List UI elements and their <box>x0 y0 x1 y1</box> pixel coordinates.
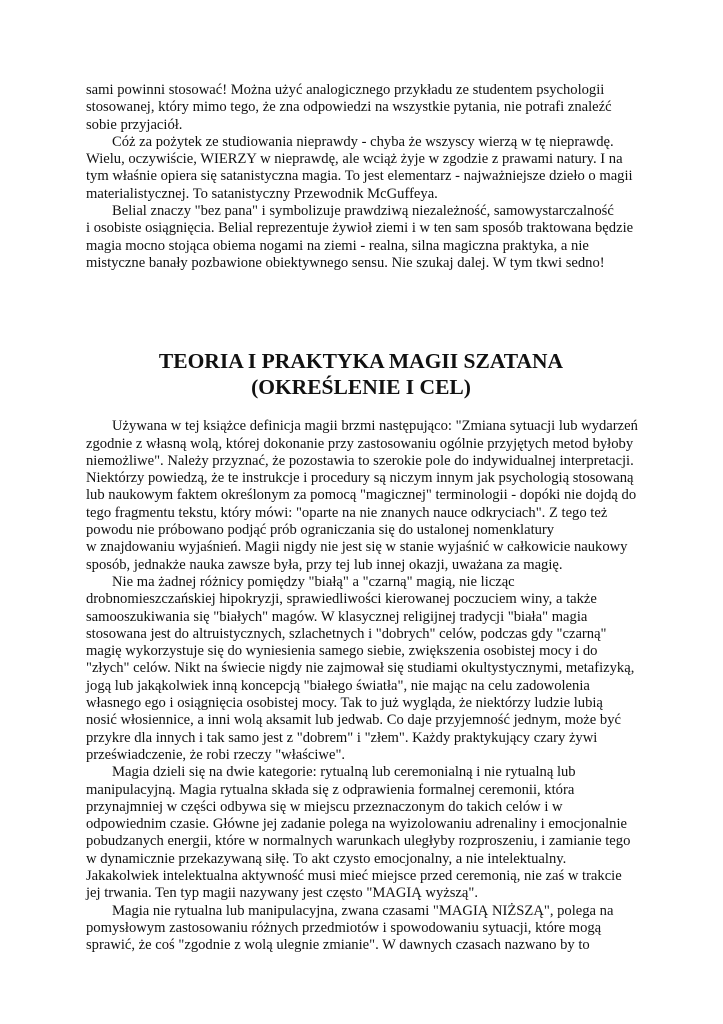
text-line: nosić włosiennice, a inni wolą aksamit lub jedwab. Co daje przyjemność jednym, może być <box>86 712 621 729</box>
intro-section <box>86 82 636 272</box>
text-line: sobie przyjaciół. <box>86 116 183 133</box>
text-line: i osobiste osiągnięcia. Belial reprezentuje żywioł ziemi i w ten sam sposób traktowana będzie <box>86 220 634 237</box>
text-line: drobnomieszczańskiej hipokryzji, sprawiedliwości kierowanej poczuciem winy, a także <box>86 591 597 608</box>
text-line: Jakakolwiek intelektualna aktywność musi mieć miejsce przed ceremonią, nie zaś w trakcie <box>86 867 622 884</box>
text-line: zgodnie z własną wolą, której dokonanie przy zastosowaniu ogólnie przyjętych metod byłoby <box>86 435 634 452</box>
text-line: sposób, jednakże nauka zawsze była, przy tej lub innej okazji, uważana za magię. <box>86 556 563 573</box>
text-line: manipulacyjną. Magia rytualna składa się z odprawienia formalnej ceremonii, która <box>86 781 575 798</box>
text-line: stosowana jest do altruistycznych, szlachetnych i "dobrych" celów, podczas gdy "czarną" <box>86 625 607 642</box>
paragraph <box>86 764 636 902</box>
paragraph <box>86 418 636 574</box>
text-line: przeświadczenie, że robi rzeczy "właściwe". <box>86 746 346 763</box>
text-line: pobudzanych energii, które w normalnych warunkach uległyby rozproszeniu, i zamianie tego <box>86 833 631 850</box>
text-line: odpowiednim czasie. Główne jej zadanie polega na wyizolowaniu adrenaliny i emocjonalnie <box>86 816 627 833</box>
main-section <box>86 418 636 954</box>
text-line: Belial znaczy "bez pana" i symbolizuje prawdziwą niezależność, samowystarczalność <box>112 203 614 220</box>
text-line: przykre dla innych i tak samo jest z "dobrem" i "złem". Każdy praktykujący czary żywi <box>86 729 598 746</box>
text-line: sami powinni stosować! Można użyć analogicznego przykładu ze studentem psychologii <box>86 82 605 98</box>
text-line: pomysłowym zastosowaniu różnych przedmiotów i spowodowaniu sytuacji, które mogą <box>86 919 602 936</box>
text-line: własnego ego i osiągnięcia osobistej mocy. Tak to już wygląda, że niektórzy ludzie lubią <box>86 695 603 712</box>
text-line: stosowanej, który mimo tego, że zna odpowiedzi na wszystkie pytania, nie potrafi znaleźć <box>86 99 612 116</box>
text-line: tego fragmentu tekstu, który mówi: "oparte na nie znanych nauce odkryciach". Z tego też <box>86 504 608 521</box>
text-line: w znajdowaniu wyjaśnień. Magii nigdy nie jest się w stanie wyjaśnić w całkowicie naukowy <box>86 539 628 556</box>
text-line: jej trwania. Ten typ magii nazywany jest często "MAGIĄ wyższą". <box>86 885 478 902</box>
text-line: Cóż za pożytek ze studiowania nieprawdy - chyba że wszyscy wierzą w tę nieprawdę. <box>112 133 614 150</box>
text-line: jogą lub jakąkolwiek inną koncepcją "białego światła", nie mając na celu zadowolenia <box>86 677 590 694</box>
text-line: Niektórzy powiedzą, że te instrukcje i procedury są niczym innym jak psychologią stosowaną <box>86 470 634 487</box>
text-line: Używana w tej książce definicja magii brzmi następująco: "Zmiana sytuacji lub wydarzeń <box>112 418 638 435</box>
title-line-2: (OKREŚLENIE I CEL) <box>251 375 471 400</box>
text-line: tym właśnie opiera się satanistyczna magia. To jest elementarz - najważniejsze dzieło o magii <box>86 168 633 185</box>
text-line: mistyczne banały pozbawione obiektywnego sensu. Nie szukaj dalej. W tym tkwi sedno! <box>86 254 605 271</box>
text-line: materialistycznej. To satanistyczny Przewodnik McGuffeya. <box>86 185 438 202</box>
text-line: Nie ma żadnej różnicy pomiędzy "białą" a "czarną" magią, nie licząc <box>112 573 515 590</box>
section-title <box>86 348 636 400</box>
text-line: samooszukiwania się "białych" magów. W klasycznej religijnej tradycji "biała" magia <box>86 608 588 625</box>
text-line: w dynamicznie przekazywaną siłę. To akt czysto emocjonalny, a nie intelektualny. <box>86 850 567 867</box>
paragraph <box>86 903 636 955</box>
paragraph <box>86 203 636 272</box>
text-line: powodu nie próbowano podjąć prób ograniczania się do ustalonej nomenklatury <box>86 522 555 539</box>
title-line-1: TEORIA I PRAKTYKA MAGII SZATANA <box>158 349 564 374</box>
text-line: lub naukowym faktem określonym za pomocą "magicznej" terminologii - dopóki nie dojdą do <box>86 487 637 504</box>
text-line: Magia nie rytualna lub manipulacyjna, zwana czasami "MAGIĄ NIŻSZĄ", polega na <box>112 902 614 919</box>
text-line: "złych" celów. Nikt na świecie nigdy nie zajmował się studiami okultystycznymi, metafizyką, <box>86 660 635 677</box>
paragraph <box>86 574 636 764</box>
text-line: Wielu, oczywiście, WIERZY w nieprawdę, ale wciąż żyje w zgodzie z prawami natury. I na <box>86 151 623 168</box>
paragraph <box>86 82 636 134</box>
text-line: magia mocno stojąca obiema nogami na ziemi - realna, silna magiczna praktyka, a nie <box>86 237 589 254</box>
paragraph <box>86 134 636 203</box>
text-line: niemożliwe". Należy przyznać, że pozostawia to szerokie pole do indywidualnej interpretacji. <box>86 452 634 469</box>
text-line: magię wykorzystuje się do wyniesienia samego siebie, zwiększenia osobistej mocy i do <box>86 643 598 660</box>
text-line: Magia dzieli się na dwie kategorie: rytualną lub ceremonialną i nie rytualną lub <box>112 764 576 781</box>
text-line: sprawić, że coś "zgodnie z wolą ulegnie zmianie". W dawnych czasach nazwano by to <box>86 937 590 954</box>
text-line: przynajmniej w części odbywa się w miejscu przeznaczonym do takich celów i w <box>86 798 563 815</box>
document-page <box>86 82 636 954</box>
